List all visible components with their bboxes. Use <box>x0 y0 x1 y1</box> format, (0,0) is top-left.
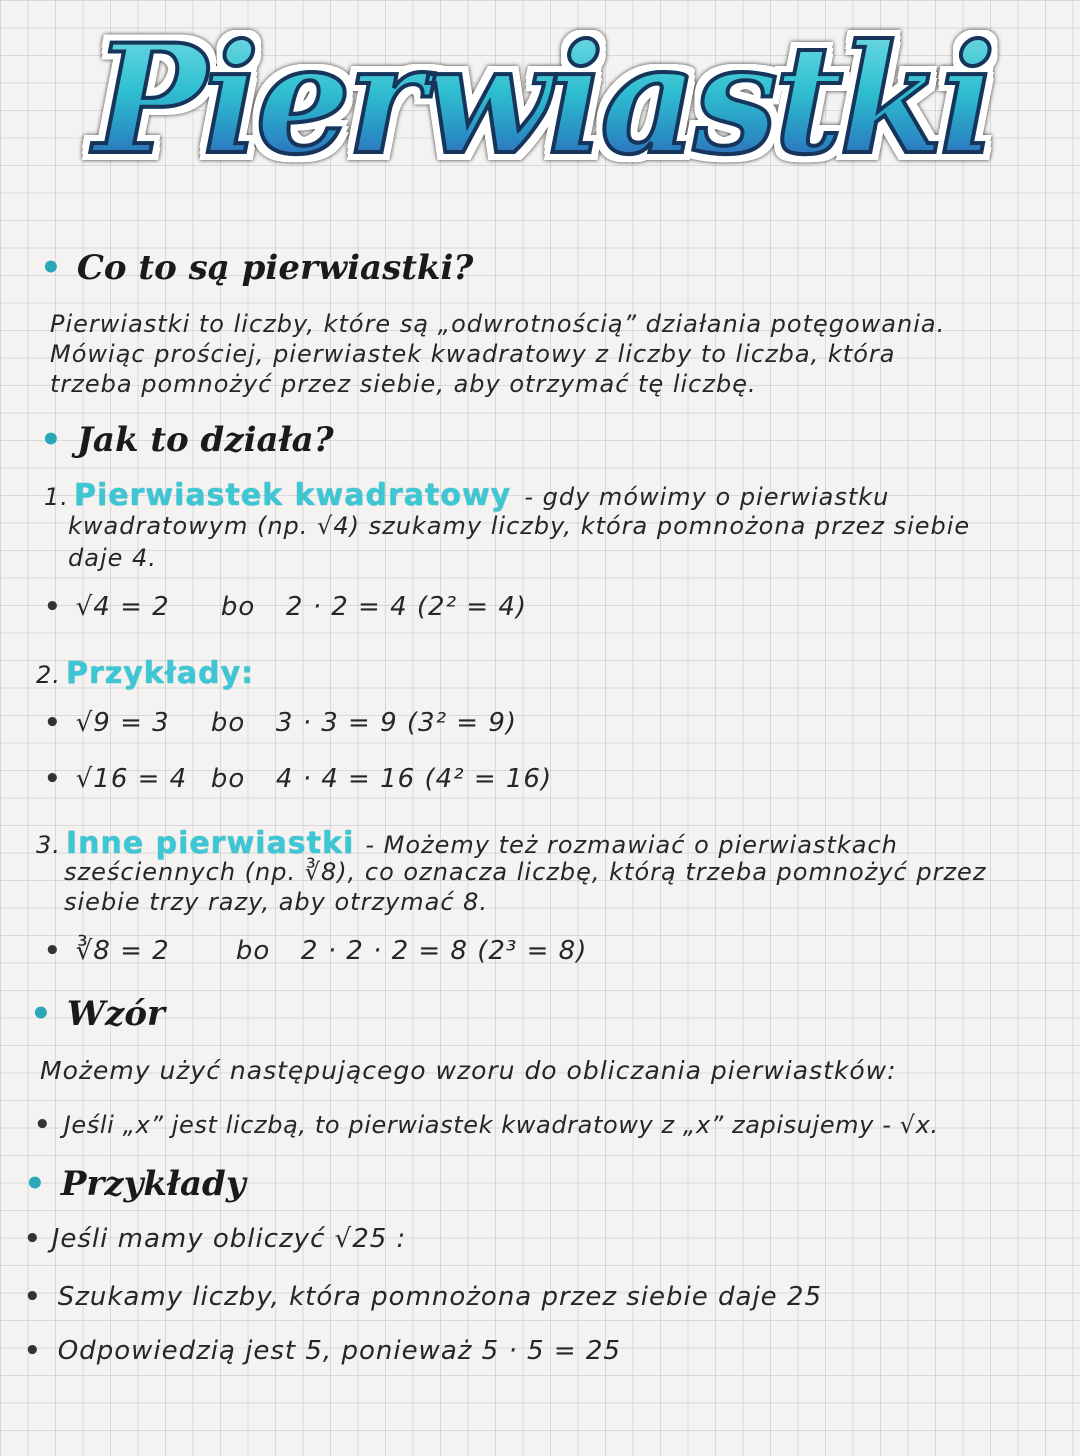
example-row <box>44 936 587 966</box>
bullet-icon: • <box>44 936 61 966</box>
item-2-header <box>36 656 254 691</box>
bullet-icon: • <box>24 1224 41 1254</box>
paragraph-line: trzeba pomnożyć przez siebie, aby otrzymać tę liczbę. <box>50 370 757 398</box>
example-expr: √4 = 2 <box>75 592 170 622</box>
section-heading: Przykłady <box>60 1164 246 1204</box>
item-number: 1. <box>44 483 69 511</box>
example-bo: bo <box>220 592 256 622</box>
example-row <box>44 708 517 738</box>
paragraph-line: sześciennych (np. ∛8), co oznacza liczbę, którą trzeba pomnożyć przez <box>64 858 987 886</box>
bullet-icon: • <box>40 248 62 288</box>
formula-row <box>34 1110 939 1140</box>
page-title: Pierwiastki <box>28 12 1058 188</box>
paragraph-line: Mówiąc prościej, pierwiastek kwadratowy z liczby to liczba, która <box>50 340 896 368</box>
bullet-icon: • <box>24 1282 41 1312</box>
item-number: 2. <box>36 661 61 689</box>
paragraph-line: Jeśli mamy obliczyć √25 : <box>51 1224 407 1254</box>
paragraph-line: daje 4. <box>68 544 157 572</box>
paragraph-line: Pierwiastki to liczby, które są „odwrotnością” działania potęgowania. <box>50 310 946 338</box>
example-row <box>44 764 552 794</box>
bullet-icon: • <box>34 1110 51 1140</box>
example-line <box>24 1282 822 1312</box>
item-3-header <box>36 826 898 861</box>
paragraph-line: - gdy mówimy o pierwiastku <box>524 483 890 511</box>
example-expr: √9 = 3 <box>75 708 170 738</box>
example-calc: 3 · 3 = 9 (3² = 9) <box>275 708 518 738</box>
example-bo: bo <box>235 936 271 966</box>
section-przyklady <box>24 1164 246 1204</box>
example-bo: bo <box>210 708 246 738</box>
paragraph-line: siebie trzy razy, aby otrzymać 8. <box>64 888 489 916</box>
item-title: Przykłady: <box>66 656 255 691</box>
paragraph-line: Odpowiedzią jest 5, ponieważ 5 · 5 = 25 <box>57 1336 621 1366</box>
example-expr: √16 = 4 <box>75 764 188 794</box>
example-row <box>44 592 527 622</box>
item-number: 3. <box>36 831 61 859</box>
bullet-icon: • <box>30 994 52 1034</box>
bullet-icon: • <box>44 708 61 738</box>
bullet-icon: • <box>44 592 61 622</box>
bullet-icon: • <box>24 1164 46 1204</box>
paragraph-line: Szukamy liczby, która pomnożona przez siebie daje 25 <box>57 1282 823 1312</box>
section-co-to-sa <box>40 248 473 288</box>
item-title: Inne pierwiastki <box>66 826 355 861</box>
example-calc: 4 · 4 = 16 (4² = 16) <box>275 764 553 794</box>
example-calc: 2 · 2 · 2 = 8 (2³ = 8) <box>300 936 588 966</box>
paragraph-line: kwadratowym (np. √4) szukamy liczby, która pomnożona przez siebie <box>68 512 971 540</box>
example-calc: 2 · 2 = 4 (2² = 4) <box>285 592 528 622</box>
bullet-icon: • <box>40 420 62 460</box>
item-title: Pierwiastek kwadratowy <box>74 478 512 513</box>
page-title-banner <box>28 4 1058 214</box>
example-expr: ∛8 = 2 <box>75 936 170 966</box>
section-heading: Wzór <box>66 994 165 1034</box>
section-wzor <box>30 994 165 1034</box>
paragraph-line: Możemy użyć następującego wzoru do obliczania pierwiastków: <box>40 1056 897 1085</box>
bullet-icon: • <box>24 1336 41 1366</box>
example-bo: bo <box>210 764 246 794</box>
example-line <box>24 1224 406 1254</box>
section-heading: Jak to działa? <box>76 420 334 460</box>
section-heading: Co to są pierwiastki? <box>76 248 474 288</box>
bullet-icon: • <box>44 764 61 794</box>
example-line <box>24 1336 621 1366</box>
item-1-header <box>44 478 889 513</box>
section-jak-to-dziala <box>40 420 334 460</box>
paragraph-line: - Możemy też rozmawiać o pierwiastkach <box>365 831 898 859</box>
paragraph-line: Jeśli „x” jest liczbą, to pierwiastek kwadratowy z „x” zapisujemy - √x. <box>63 1111 939 1139</box>
